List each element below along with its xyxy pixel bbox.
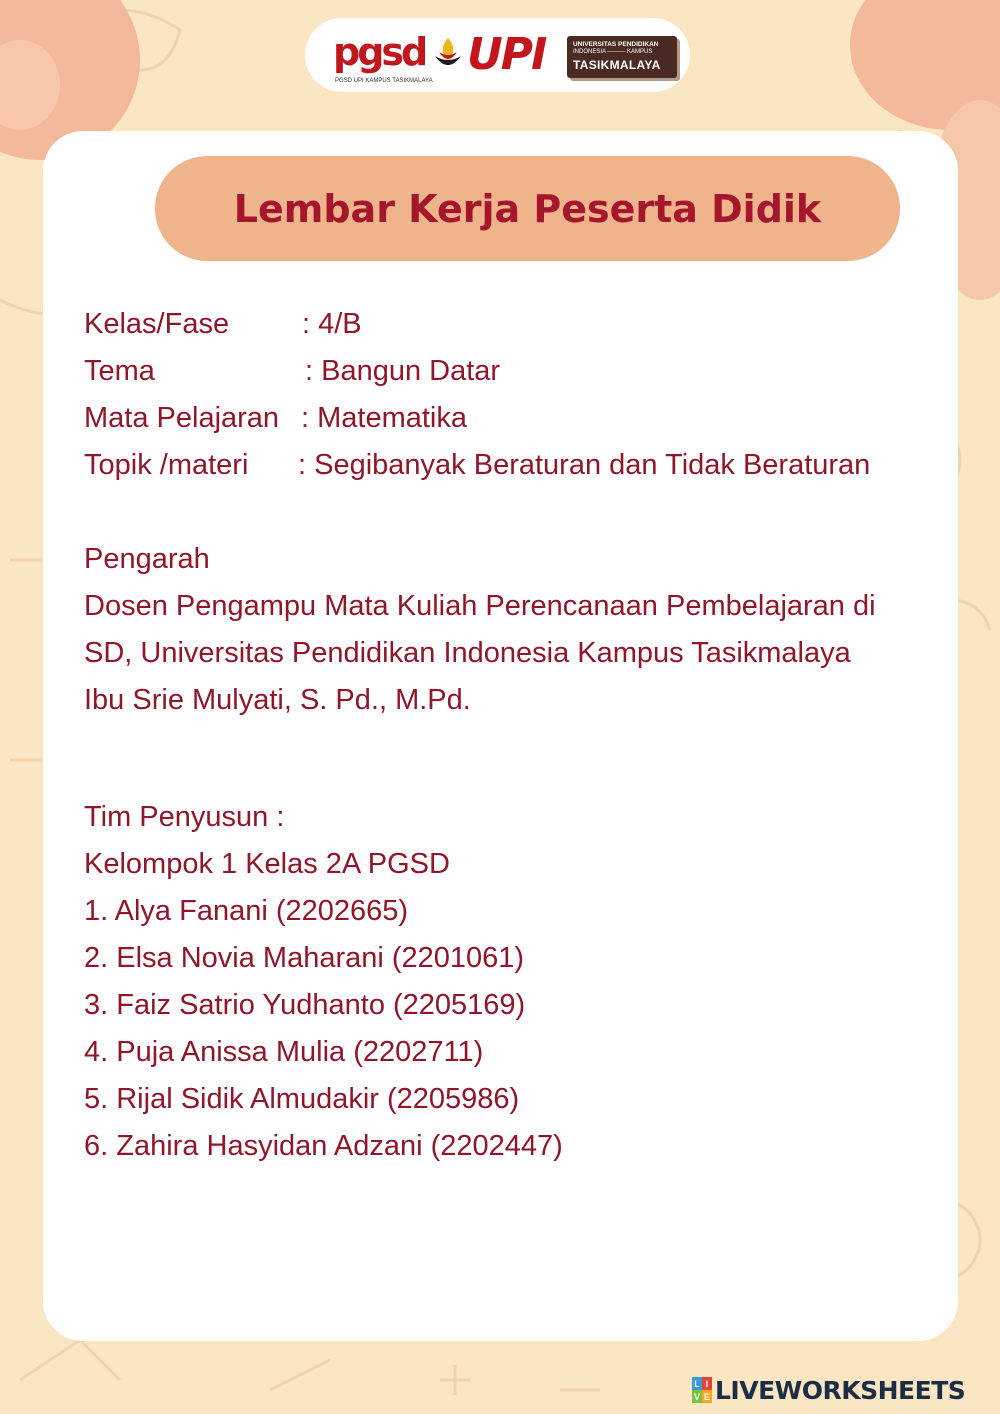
logo-header (305, 18, 690, 92)
page-title: Lembar Kerja Peserta Didik (233, 186, 822, 231)
title-banner (155, 156, 900, 261)
info-value: : Matematika (301, 402, 467, 434)
university-badge (567, 36, 677, 78)
member-item: 1. Alya Fanani (2202665) (84, 895, 409, 927)
pgsd-logo-subtitle: PGSD UPI KAMPUS TASIKMALAYA (335, 78, 433, 84)
info-label: Tema (84, 355, 155, 387)
member-item: 4. Puja Anissa Mulia (2202711) (84, 1036, 484, 1068)
member-item: 2. Elsa Novia Maharani (2201061) (84, 942, 525, 974)
pengarah-heading: Pengarah (84, 543, 210, 575)
member-item: 5. Rijal Sidik Almudakir (2205986) (84, 1083, 520, 1115)
upi-logo-text: UPI (467, 29, 546, 80)
info-value: : Bangun Datar (305, 355, 501, 387)
info-label: Topik /materi (84, 449, 249, 481)
info-value: : Segibanyak Beraturan dan Tidak Beraturan (298, 449, 871, 481)
pengarah-line: SD, Universitas Pendidikan Indonesia Kampus Tasikmalaya (84, 637, 851, 669)
info-row-tema (84, 348, 944, 395)
info-label: Mata Pelajaran (84, 402, 280, 434)
info-label: Kelas/Fase (84, 308, 230, 340)
university-badge-line1: UNIVERSITAS PENDIDIKAN (573, 41, 659, 48)
pgsd-logo (333, 28, 431, 88)
member-item: 6. Zahira Hasyidan Adzani (2202447) (84, 1130, 563, 1162)
liveworksheets-logo[interactable] (692, 1374, 965, 1406)
liveworksheets-icon: L I V E (693, 1378, 710, 1402)
worksheet-info (84, 301, 944, 1170)
member-item: 3. Faiz Satrio Yudhanto (2205169) (84, 989, 526, 1021)
info-value: : 4/B (302, 308, 362, 340)
info-row-kelas (84, 301, 944, 348)
pengarah-line: Ibu Srie Mulyati, S. Pd., M.Pd. (84, 684, 471, 716)
pgsd-logo-text: pgsd (333, 30, 426, 74)
tim-heading: Tim Penyusun : (84, 801, 285, 833)
info-row-topik (84, 442, 944, 489)
info-row-mapel (84, 395, 944, 442)
tim-group: Kelompok 1 Kelas 2A PGSD (84, 848, 450, 880)
university-badge-line3: TASIKMALAYA (573, 58, 661, 72)
pengarah-line: Dosen Pengampu Mata Kuliah Perencanaan Pembelajaran di (84, 590, 876, 622)
worksheet-card (43, 131, 958, 1341)
university-badge-line2: INDONESIA ——— KAMPUS (573, 49, 653, 55)
liveworksheets-brand-text: LIVEWORKSHEETS (715, 1375, 966, 1405)
upi-emblem-icon (433, 36, 463, 72)
